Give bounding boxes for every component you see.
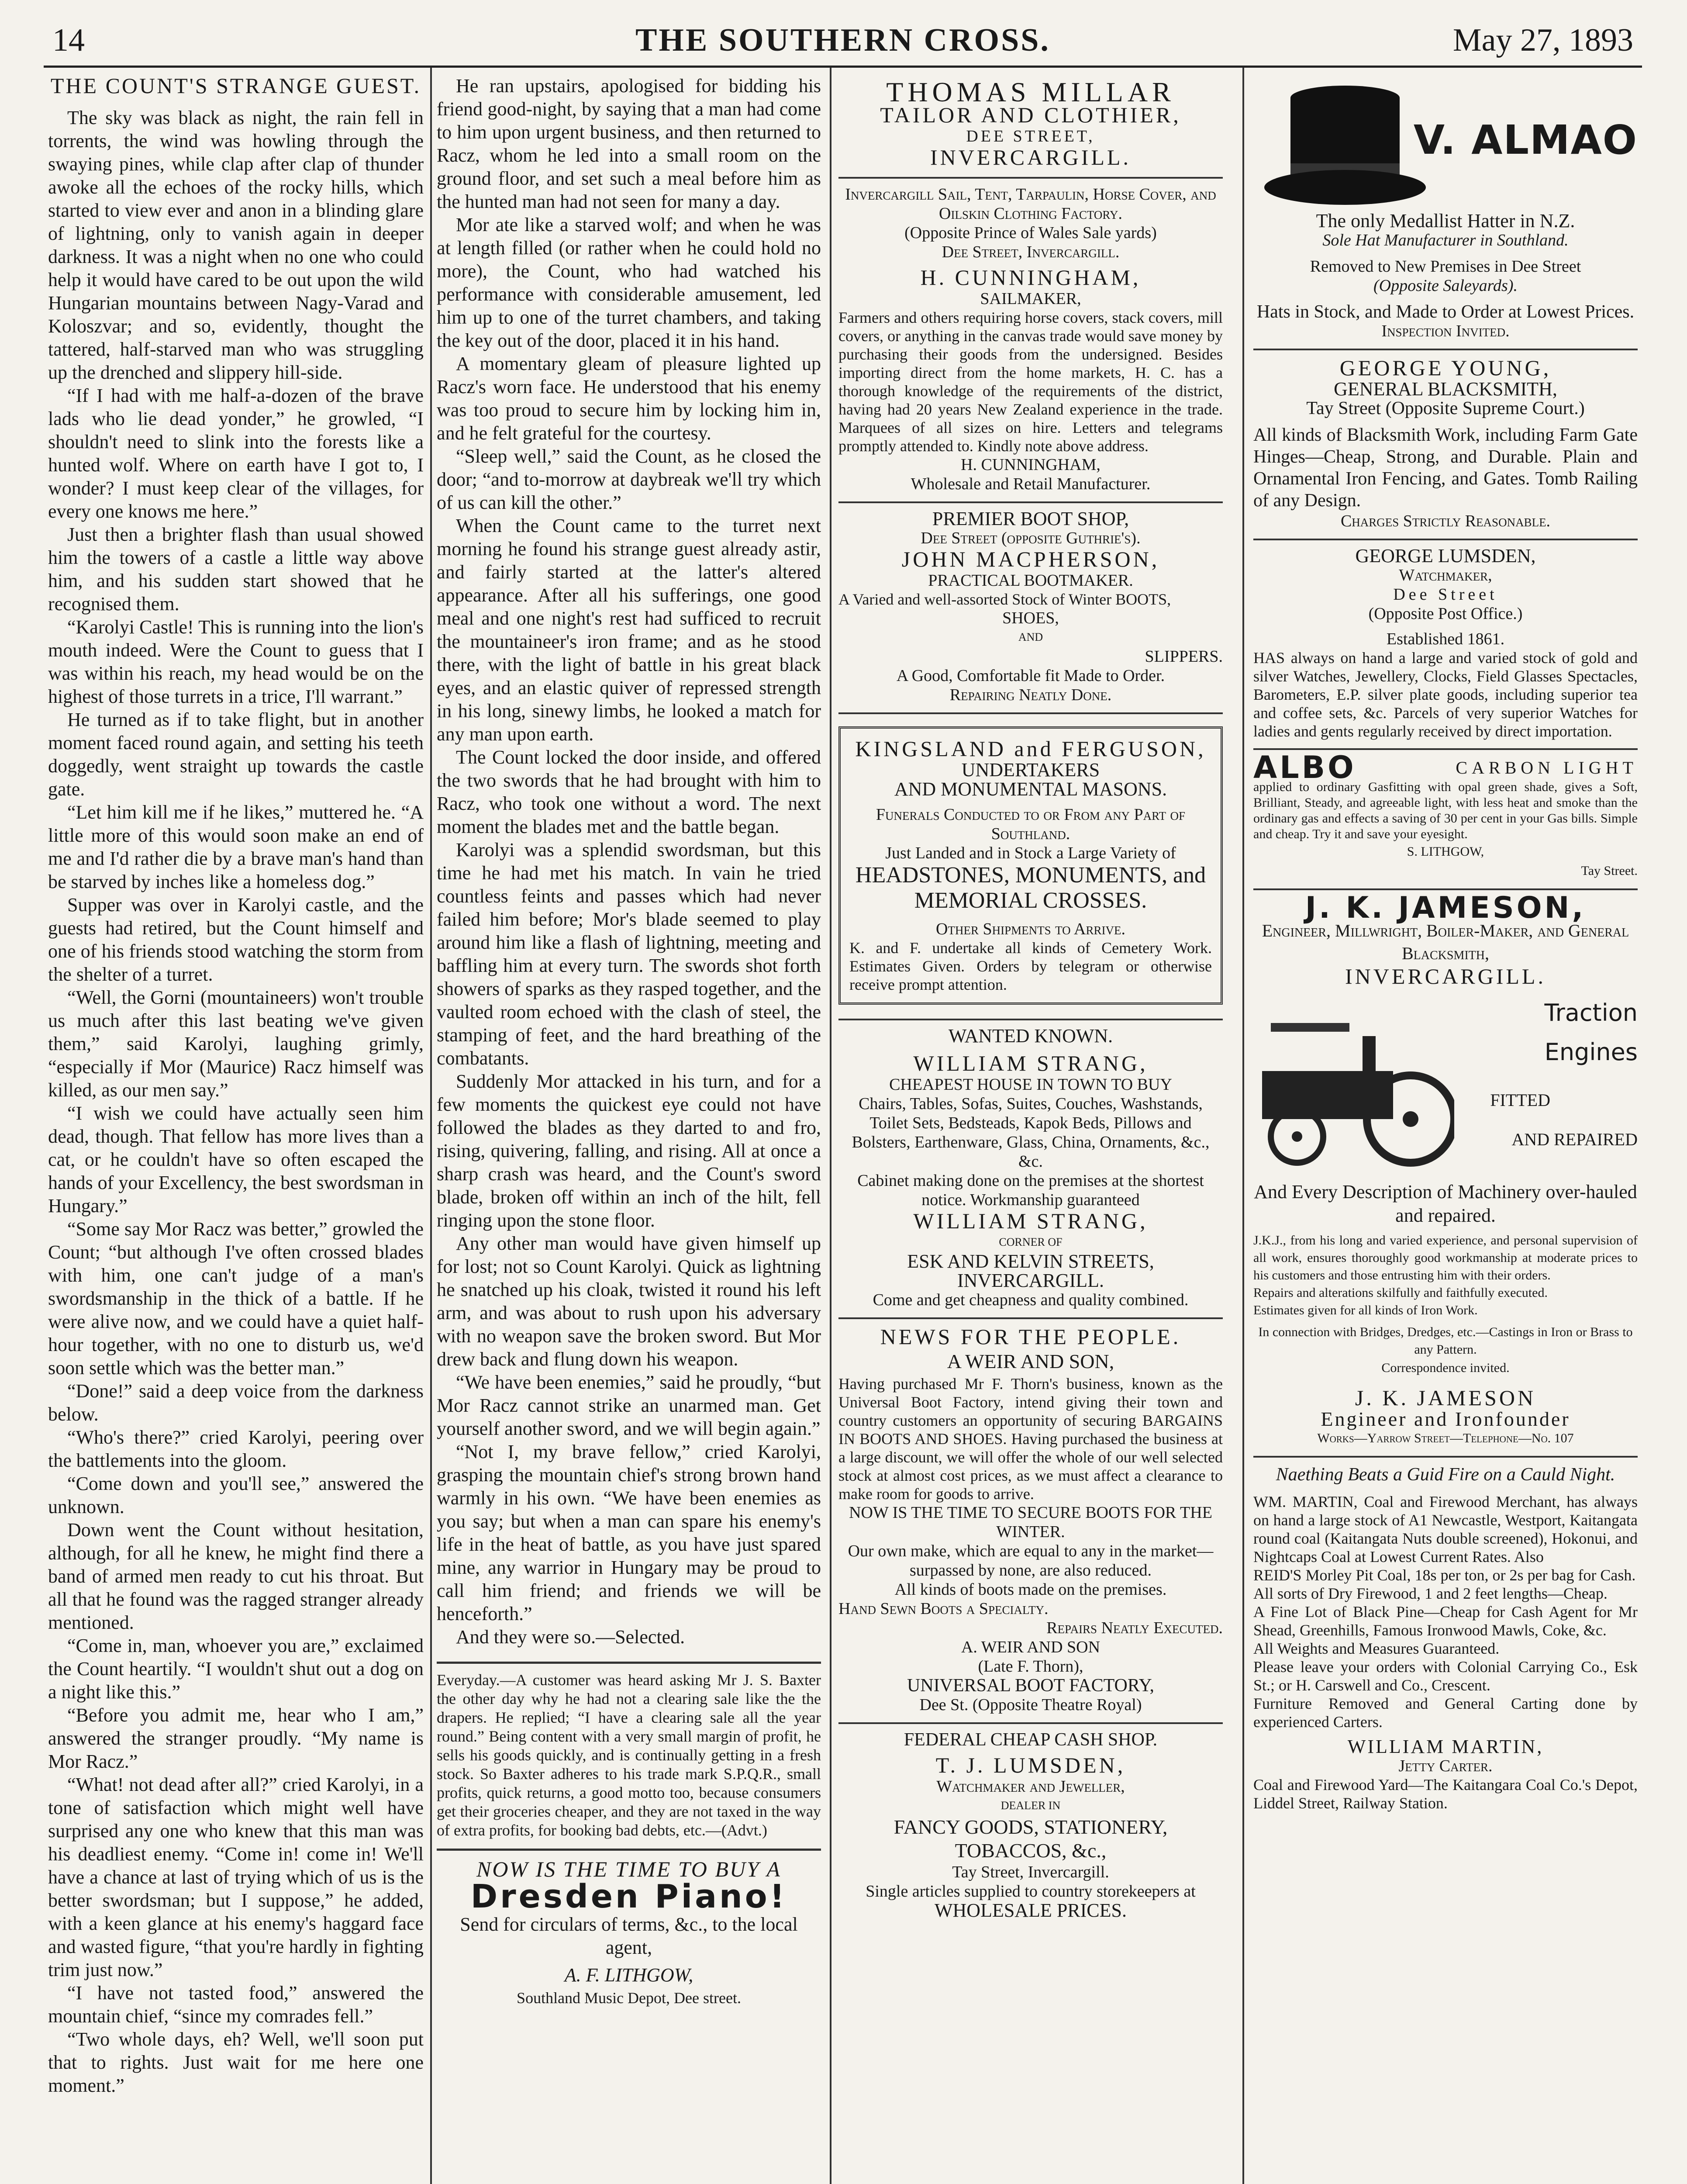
- cunningham-address: Dee Street, Invercargill.: [942, 243, 1120, 261]
- dresden-address: Southland Music Depot, Dee street.: [517, 1989, 741, 2007]
- cunningham-ad: [838, 179, 1223, 503]
- martin-sorts: All sorts of Dry Firewood, 1 and 2 feet lengths—Cheap.: [1253, 1585, 1608, 1602]
- story-paragraph: When the Count came to the turret next morning he found his strange guest already astir, and fairly started at the latter's altered appearance. After all his sufferings, one good meal and one night's rest had sufficed to recruit the mountaineer's iron frame; and as he stood there, with the light of battle in his great black eyes, and an elastic quiver of repressed strength in his long, sinewy limbs, he looked a match for any man upon earth.: [437, 515, 821, 745]
- young-trade: GENERAL BLACKSMITH,: [1334, 378, 1557, 400]
- story-paragraph: “Some say Mor Racz was better,” growled the Count; “but although I've often crossed blades with him, one can't judge of a man's swordsmanship in the thick of a battle. If he were alive now, and we could have a quiet half-hour together, with no one to disturb us, we'd soon settle which was the better man.”: [48, 1218, 424, 1379]
- lumsden-g-name: GEORGE LUMSDEN,: [1355, 545, 1536, 567]
- lumsden-g-ad: [1253, 540, 1638, 750]
- weir-now: NOW IS THE TIME TO SECURE BOOTS FOR THE WINTER.: [849, 1503, 1212, 1541]
- cunningham-body: Farmers and others requiring horse covers, stack covers, mill covers, or anything in the canvas trade would save money by purchasing their goods from the undersigned. Besides importing direct from the home markets, H. C. has a thorough knowledge of the requirements of the district, having had 20 years New Zealand experience in the trade. Marquees of all sizes on hire. Letters and telegrams promptly attended to. Kindly note above address.: [838, 309, 1223, 455]
- premier-repair: Repairing Neatly Done.: [949, 686, 1112, 704]
- premier-address: Dee Street (opposite Guthrie's).: [921, 529, 1141, 547]
- jameson-p3: Estimates given for all kinds of Iron Work.: [1253, 1303, 1478, 1317]
- dresden-name: Dresden Piano!: [470, 1878, 787, 1915]
- millar-street: DEE STREET,: [966, 127, 1095, 145]
- strang-name: WILLIAM STRANG,: [913, 1051, 1148, 1075]
- top-hat-icon: [1262, 80, 1428, 211]
- weir-repair: Repairs Neatly Executed.: [1046, 1619, 1223, 1637]
- almao-line2: Sole Hat Manufacturer in Southland.: [1322, 231, 1569, 249]
- lumsden-fed-name: T. J. LUMSDEN,: [935, 1753, 1126, 1777]
- dresden-ad: [437, 1849, 821, 2010]
- albo-sign: S. LITHGOW,: [1407, 844, 1484, 859]
- jameson-trade: Engineer, Millwright, Boiler-Maker, and General Blacksmith,: [1262, 921, 1629, 963]
- jameson-p4: In connection with Bridges, Dredges, etc.—Castings in Iron or Brass to any Pattern.: [1258, 1325, 1633, 1357]
- strang-ad: [838, 1019, 1223, 1319]
- strang-corner: CORNER OF: [999, 1236, 1063, 1248]
- weir-make: Our own make, which are equal to any in the market—surpassed by none, are also reduced.: [848, 1542, 1214, 1579]
- kingsland-name: KINGSLAND and FERGUSON,: [855, 736, 1206, 761]
- story-paragraph: “Sleep well,” said the Count, as he closed the door; “and to-morrow at daybreak we'll try which of us can kill the other.”: [437, 446, 821, 513]
- story-paragraph: Any other man would have given himself up for lost; not so Count Karolyi. Quick as lightning he snatched up his cloak, twisted it round his left arm, and was about to rush upon his adversary with no weapon save the broken sword. But Mor drew back and flung down his weapon.: [437, 1233, 821, 1370]
- albo-address: Tay Street.: [1581, 864, 1638, 878]
- story-paragraph: He ran upstairs, apologised for bidding his friend good-night, by saying that a man had come to him upon urgent business, and then returned to Racz, whom he led into a small room on the ground floor, and set such a meal before him as the hunted man had not seen for many a day.: [437, 75, 821, 212]
- story-paragraph: “Who's there?” cried Karolyi, peering over the battlements into the gloom.: [48, 1427, 424, 1471]
- almao-line3: Removed to New Premises in Dee Street: [1310, 257, 1581, 276]
- lumsden-fed-trade: Watchmaker and Jeweller,: [936, 1777, 1125, 1796]
- kingsland-ad: [838, 714, 1223, 1019]
- premier-shoes: SHOES,: [1002, 609, 1059, 627]
- strang-cheap: CHEAPEST HOUSE IN TOWN TO BUY: [889, 1075, 1172, 1094]
- strang-streets: ESK AND KELVIN STREETS, INVERCARGILL.: [907, 1251, 1154, 1291]
- jameson-trade2: Engineer and Ironfounder: [1321, 1408, 1570, 1430]
- story-paragraph: Suddenly Mor attacked in his turn, and for a few moments the quickest eye could not have followed the blades as they darted to and fro, rising, quivering, falling, and rising. All at once a sharp crash was heard, and the Count's sword blade, broken off within an inch of the hilt, fell ringing upon the stone floor.: [437, 1071, 821, 1231]
- story-paragraph: “I wish we could have actually seen him dead, though. That fellow has more lives than a cat, or he couldn't have so often escaped the hands of your Excellency, the best swordsman in Hungary.”: [48, 1102, 424, 1216]
- premier-name: JOHN MACPHERSON,: [901, 547, 1160, 571]
- jameson-fitted: FITTED: [1490, 1090, 1550, 1110]
- almao-line6: Inspection Invited.: [1381, 322, 1510, 340]
- martin-furniture: Furniture Removed and General Carting done by experienced Carters.: [1253, 1695, 1638, 1731]
- issue-date: May 27, 1893: [1452, 22, 1633, 58]
- strang-head: WANTED KNOWN.: [948, 1025, 1113, 1047]
- jameson-town: INVERCARGILL.: [1345, 964, 1546, 988]
- jameson-repaired: AND REPAIRED: [1511, 1130, 1638, 1149]
- kingsland-box: [838, 726, 1223, 1005]
- story-paragraph: “Two whole days, eh? Well, we'll soon put that to rights. Just wait for me here one moment.”: [48, 2028, 424, 2096]
- lumsden-g-opp: (Opposite Post Office.): [1368, 605, 1523, 623]
- lumsden-g-street: Dee Street: [1393, 585, 1498, 604]
- lumsden-g-trade: Watchmaker,: [1399, 566, 1492, 584]
- cunningham-head: Invercargill Sail, Tent, Tarpaulin, Horse Cover, and Oilskin Clothing Factory.: [845, 185, 1216, 223]
- story-paragraph: “Karolyi Castle! This is running into the lion's mouth indeed. Were the Count to guess that I was within his reach, my head would be on the highest of those turrets in a trice, I'll warrant.”: [48, 616, 424, 707]
- cunningham-sign: H. CUNNINGHAM,: [961, 456, 1101, 474]
- premier-head: PREMIER BOOT SHOP,: [932, 508, 1129, 529]
- jameson-p1: J.K.J., from his long and varied experience, and personal supervision of all work, ensures thoroughly good workmanship at moderate prices to his customers and those entrusting him with their orders.: [1253, 1233, 1638, 1282]
- everyday-notice: [437, 1662, 821, 1840]
- story-paragraph: “Come down and you'll see,” answered the unknown.: [48, 1473, 424, 1517]
- almao-ad: [1253, 74, 1638, 350]
- column-rule: [1242, 68, 1244, 2184]
- almao-header: [1253, 80, 1638, 211]
- weir-all: All kinds of boots made on the premises.: [894, 1580, 1167, 1599]
- story-paragraph: Supper was over in Karolyi castle, and the guests had retired, but the Count himself and one of his friends stood watching the storm from the shelter of a turret.: [48, 894, 424, 985]
- almao-name: V. ALMAO: [1413, 117, 1638, 163]
- column-rule: [830, 68, 831, 2184]
- ads-column-3: [838, 74, 1223, 1928]
- lumsden-g-body: HAS always on hand a large and varied stock of gold and silver Watches, Jewellery, Clocks, Field Glasses Spectacles, Barometers, E.P. silver plate goods, including superior tea and coffee sets, &c. Parcels of very superior Watches for ladies and gents regularly received by direct importation.: [1253, 649, 1638, 740]
- jameson-p2: Repairs and alterations skilfully and faithfully executed.: [1253, 1286, 1548, 1300]
- albo-name: ALBO: [1253, 750, 1356, 785]
- jameson-p5: Correspondence invited.: [1381, 1361, 1510, 1375]
- millar-name: THOMAS MILLAR: [886, 76, 1175, 107]
- story-paragraph: “Come in, man, whoever you are,” exclaimed the Count heartily. “I wouldn't shut out a dog on a night like this.”: [48, 1635, 424, 1703]
- story-column-2: [437, 74, 821, 2010]
- young-body: All kinds of Blacksmith Work, including Farm Gate Hinges—Cheap, Strong, and Durable. Plain and Ornamental Iron Fencing, and Gates. Tomb Railing of any Design.: [1253, 425, 1638, 511]
- story-paragraph: The sky was black as night, the rain fell in torrents, the wind was howling through the swaying pines, while clap after clap of thunder awoke all the echoes of the rocky hills, which started to view ever and anon in a blinding glare of lightning, only to vanish again in deeper darkness. It was a night when no one who could help it would have cared to be out upon the wild Hungarian mountains between Nagy-Varad and Koloszvar; and so, evidently, thought the tattered, half-starved man who was struggling up the drenched and slippery hill-side.: [48, 107, 424, 383]
- young-name: GEORGE YOUNG,: [1339, 356, 1552, 380]
- paper-title: THE SOUTHERN CROSS.: [635, 22, 1050, 58]
- premier-slippers: SLIPPERS.: [1145, 647, 1223, 666]
- almao-line4: (Opposite Saleyards).: [1373, 276, 1518, 295]
- everyday-text: —A customer was heard asking Mr J. S. Baxter the other day why he had not a clearing sale like the the drapers. He replied; “I have a clearing sale all the year round.” Being content with a very small margin of profit, he sells his goods quickly, and is continually getting in a fresh stock. So Baxter adheres to his trade mark S.P.Q.R., small profits, quick returns, a good motto too, because consumers get their groceries cheaper, and they are not taxed in the way of extra profits, for booking bad debts, etc.—(Advt.): [437, 1671, 821, 1839]
- kingsland-trade2: AND MONUMENTAL MASONS.: [894, 778, 1167, 800]
- dresden-agent: A. F. LITHGOW,: [564, 1964, 693, 1986]
- kingsland-body: K. and F. undertake all kinds of Cemetery Work. Estimates Given. Orders by telegram or otherwise receive prompt attention.: [849, 939, 1212, 993]
- lumsden-fed-prices: WHOLESALE PRICES.: [935, 1900, 1127, 1921]
- albo-head: CARBON LIGHT: [1456, 757, 1638, 778]
- strang-items: Chairs, Tables, Sofas, Suites, Couches, Washstands, Toilet Sets, Bedsteads, Kapok Beds, Pillows and Bolsters, Earthenware, Glass, China, Ornaments, &c., &c.: [852, 1095, 1210, 1171]
- cunningham-trade: SAILMAKER,: [980, 290, 1081, 308]
- strang-cabinet: Cabinet making done on the premises at the shortest notice. Workmanship guaranteed: [857, 1171, 1204, 1209]
- weir-head: NEWS FOR THE PEOPLE.: [880, 1324, 1181, 1349]
- story-title: THE COUNT'S STRANGE GUEST.: [50, 73, 421, 98]
- almao-line5: Hats in Stock, and Made to Order at Lowest Prices.: [1256, 302, 1635, 322]
- lumsden-fed-body: Single articles supplied to country storekeepers at: [866, 1882, 1196, 1901]
- jameson-works: Works—Yarrow Street—Telephone—No. 107: [1317, 1431, 1574, 1445]
- kingsland-landed: Just Landed and in Stock a Large Variety of: [885, 844, 1176, 862]
- martin-head: Naething Beats a Guid Fire on a Cauld Night.: [1276, 1465, 1615, 1485]
- young-address: Tay Street (Opposite Supreme Court.): [1306, 398, 1585, 418]
- story-paragraph: Karolyi was a splendid swordsman, but this time he had met his match. In vain he tried countless feints and passes which had never failed him before; Mor's blade seemed to play around him like a flash of lightning, meeting and baffling him at every turn. The swords shot forth showers of sparks as they rasped together, and the vaulted room echoed with the clash of steel, the stamping of feet, and the hard breathing of the combatants.: [437, 839, 821, 1069]
- page-number: 14: [52, 22, 85, 58]
- column-rule: [430, 68, 432, 2184]
- lumsden-fed-head: FEDERAL CHEAP CASH SHOP.: [904, 1730, 1158, 1750]
- lumsden-g-established: Established 1861.: [1386, 630, 1505, 648]
- millar-trade: TAILOR AND CLOTHIER,: [880, 103, 1181, 127]
- story-paragraph: Just then a brighter flash than usual showed him the towers of a castle a little way above him, and his sudden start showed that he recognised them.: [48, 524, 424, 615]
- lumsden-fed-goods: FANCY GOODS, STATIONERY, TOBACCOS, &c.,: [894, 1816, 1168, 1862]
- kingsland-shipments: Other Shipments to Arrive.: [936, 920, 1125, 938]
- martin-body: WM. MARTIN, Coal and Firewood Merchant, has always on hand a large stock of A1 Newcastle, Westport, Kaitangata round coal (Kaitangata Nuts double screened), Hokonui, and Nightcaps Coal at Lowest Current Rates. Also: [1253, 1493, 1638, 1565]
- story-paragraph: “I have not tasted food,” answered the mountain chief, “since my comrades fell.”: [48, 1982, 424, 2027]
- jameson-ad: [1253, 890, 1638, 1458]
- premier-trade: PRACTICAL BOOTMAKER.: [928, 571, 1133, 590]
- story-paragraph: A momentary gleam of pleasure lighted up Racz's worn face. He understood that his enemy was too proud to secure him by locking him in, and he felt grateful for the courtesy.: [437, 353, 821, 444]
- weir-factory: UNIVERSAL BOOT FACTORY,: [907, 1676, 1154, 1696]
- almao-line1: The only Medallist Hatter in N.Z.: [1316, 210, 1575, 232]
- weir-ad: [838, 1319, 1223, 1724]
- story-paragraph: Down went the Count without hesitation, although, for all he knew, he might find there a band of armed men ready to cut his throat. But all that he found was the ragged stranger already mentioned.: [48, 1519, 424, 1633]
- traction-engine-icon: [1253, 1006, 1454, 1171]
- albo-body: applied to ordinary Gasfitting with opal green shade, gives a Soft, Brilliant, Steady, and agreeable light, with less heat and smoke than the ordinary gas and effects a saving of 30 per cent in your Gas bills. Simple and cheap. Try it and save your eyesight.: [1253, 780, 1638, 841]
- martin-orders: Please leave your orders with Colonial Carrying Co., Esk St.; or H. Carswell and Co., Crescent.: [1253, 1658, 1638, 1694]
- story-paragraph: He turned as if to take flight, but in another moment faced round again, and setting his teeth doggedly, went straight up towards the castle gate.: [48, 709, 424, 800]
- cunningham-name: H. CUNNINGHAM,: [920, 265, 1141, 290]
- weir-late: (Late F. Thorn),: [978, 1657, 1083, 1676]
- young-ad: [1253, 350, 1638, 540]
- millar-ad: [838, 74, 1223, 179]
- story-paragraph: “Let him kill me if he likes,” muttered he. “A little more of this would soon make an end of me and I'd rather die by a brave man's hand than be starved by inches like a homeless dog.”: [48, 802, 424, 892]
- premier-and: AND: [1018, 631, 1043, 643]
- jameson-traction: Traction: [1544, 999, 1638, 1026]
- ads-column-4: [1253, 74, 1638, 1820]
- jameson-name2: J. K. JAMESON: [1355, 1386, 1536, 1410]
- martin-pine: A Fine Lot of Black Pine—Cheap for Cash Agent for Mr Shead, Greenhills, Famous Ironwood Mawls, Coke, &c.: [1253, 1603, 1638, 1639]
- story-paragraph: “Done!” said a deep voice from the darkness below.: [48, 1380, 424, 1425]
- everyday-lead: Everyday.: [437, 1671, 500, 1689]
- story-paragraph: “If I had with me half-a-dozen of the brave lads who lie dead yonder,” he growled, “I shouldn't need to slink into the forests like a hunted wolf. Where on earth have I got to, I wonder? I must keep clear of the villages, for every one knows me here.”: [48, 385, 424, 522]
- story-paragraph: Mor ate like a starved wolf; and when he was at length filled (or rather when he could hold no more), the Count, who had watched his performance with considerable amusement, led him up to one of the turret chambers, and taking the key out of the door, placed it in his hand.: [437, 214, 821, 351]
- martin-jetty: Jetty Carter.: [1398, 1757, 1493, 1775]
- martin-sign: WILLIAM MARTIN,: [1347, 1736, 1544, 1757]
- weir-sign: A. WEIR AND SON: [961, 1638, 1101, 1656]
- martin-ad: [1253, 1458, 1638, 1820]
- jameson-name: J. K. JAMESON,: [1305, 891, 1586, 925]
- masthead: [44, 17, 1642, 68]
- weir-address: Dee St. (Opposite Theatre Royal): [919, 1696, 1142, 1714]
- jameson-engines: Engines: [1544, 1038, 1638, 1066]
- kingsland-funerals: Funerals Conducted to or From any Part of Southland.: [876, 805, 1186, 843]
- story-paragraph: “What! not dead after all?” cried Karolyi, in a tone of satisfaction which might well have surprised any one who knew that this man was his deadliest enemy. “Come in! come in! We'll have a chance at last of trying which of us is the better swordsman; but I suppose,” he added, with a keen glance at his enemy's haggard face and wasted figure, “that you're hardly in fighting trim just now.”: [48, 1774, 424, 1980]
- weir-hand: Hand Sewn Boots a Specialty.: [838, 1600, 1049, 1618]
- story-paragraph: “We have been enemies,” said he proudly, “but Mor Racz cannot strike an unarmed man. Get yourself another sword, and we will begin again.”: [437, 1372, 821, 1439]
- story-paragraph: The Count locked the door inside, and offered the two swords that he had brought with him to Racz, who took one without a word. The next moment the blades met and the battle began.: [437, 746, 821, 837]
- weir-body: Having purchased Mr F. Thorn's business, known as the Universal Boot Factory, intend giving their town and country customers an opportunity of securing BARGAINS IN BOOTS AND SHOES. Having purchased the business at a large discount, we will offer the whole of our well selected stock at almost cost prices, as we must affect a clearance to make room for goods to arrive.: [838, 1375, 1223, 1503]
- cunningham-sub: (Opposite Prince of Wales Sale yards): [904, 224, 1157, 242]
- dresden-line1: NOW IS THE TIME TO BUY A: [476, 1857, 781, 1881]
- kingsland-trade1: UNDERTAKERS: [961, 759, 1100, 781]
- premier-body: A Varied and well-assorted Stock of Winter BOOTS,: [838, 591, 1171, 608]
- albo-header: [1253, 750, 1638, 785]
- young-charges: Charges Strictly Reasonable.: [1340, 512, 1551, 530]
- lumsden-fed-address: Tay Street, Invercargill.: [952, 1863, 1109, 1881]
- martin-yard: Coal and Firewood Yard—The Kaitangara Coal Co.'s Depot, Liddel Street, Railway Station.: [1253, 1776, 1638, 1812]
- albo-ad: [1253, 750, 1638, 890]
- jameson-every: And Every Description of Machinery over-hauled and repaired.: [1254, 1181, 1637, 1226]
- story-paragraph: And they were so.—Selected.: [456, 1626, 685, 1648]
- story-paragraph: “Well, the Gorni (mountaineers) won't trouble us much after this last beating we've given them,” said Karolyi, laughing grimly, “especially if Mor (Maurice) Racz himself was killed, as our men say.”: [48, 987, 424, 1101]
- millar-town: INVERCARGILL.: [930, 145, 1131, 169]
- story-paragraph: “Not I, my brave fellow,” cried Karolyi, grasping the mountain chief's strong brown hand warmly in his own. “We have been enemies as you say; but when a man can spare his enemy's life in the heat of battle, as you have just spared mine, any warrior in Hungary may be proud to call him friend; and friends we will be henceforth.”: [437, 1441, 821, 1624]
- lumsden-fed-dealer: DEALER IN: [1000, 1799, 1061, 1812]
- premier-fit: A Good, Comfortable fit Made to Order.: [896, 667, 1165, 685]
- strang-tag: Come and get cheapness and quality combined.: [873, 1291, 1189, 1309]
- story-column-1: [48, 74, 424, 2097]
- weir-name: A WEIR AND SON,: [947, 1350, 1114, 1372]
- jameson-engine-block: [1253, 997, 1638, 1180]
- strang-sign: WILLIAM STRANG,: [913, 1209, 1148, 1233]
- dresden-line2: Send for circulars of terms, &c., to the local agent,: [460, 1914, 798, 1958]
- cunningham-signsub: Wholesale and Retail Manufacturer.: [911, 475, 1151, 493]
- martin-reids: REID'S Morley Pit Coal, 18s per ton, or 2s per bag for Cash.: [1253, 1566, 1636, 1584]
- story-paragraph: “Before you admit me, hear who I am,” answered the stranger proudly. “My name is Mor Racz.”: [48, 1704, 424, 1772]
- kingsland-stock: HEADSTONES, MONUMENTS, and MEMORIAL CROSSES.: [855, 863, 1206, 913]
- martin-weights: All Weights and Measures Guaranteed.: [1253, 1640, 1500, 1657]
- lumsden-fed-ad: [838, 1724, 1223, 1928]
- premier-ad: [838, 503, 1223, 714]
